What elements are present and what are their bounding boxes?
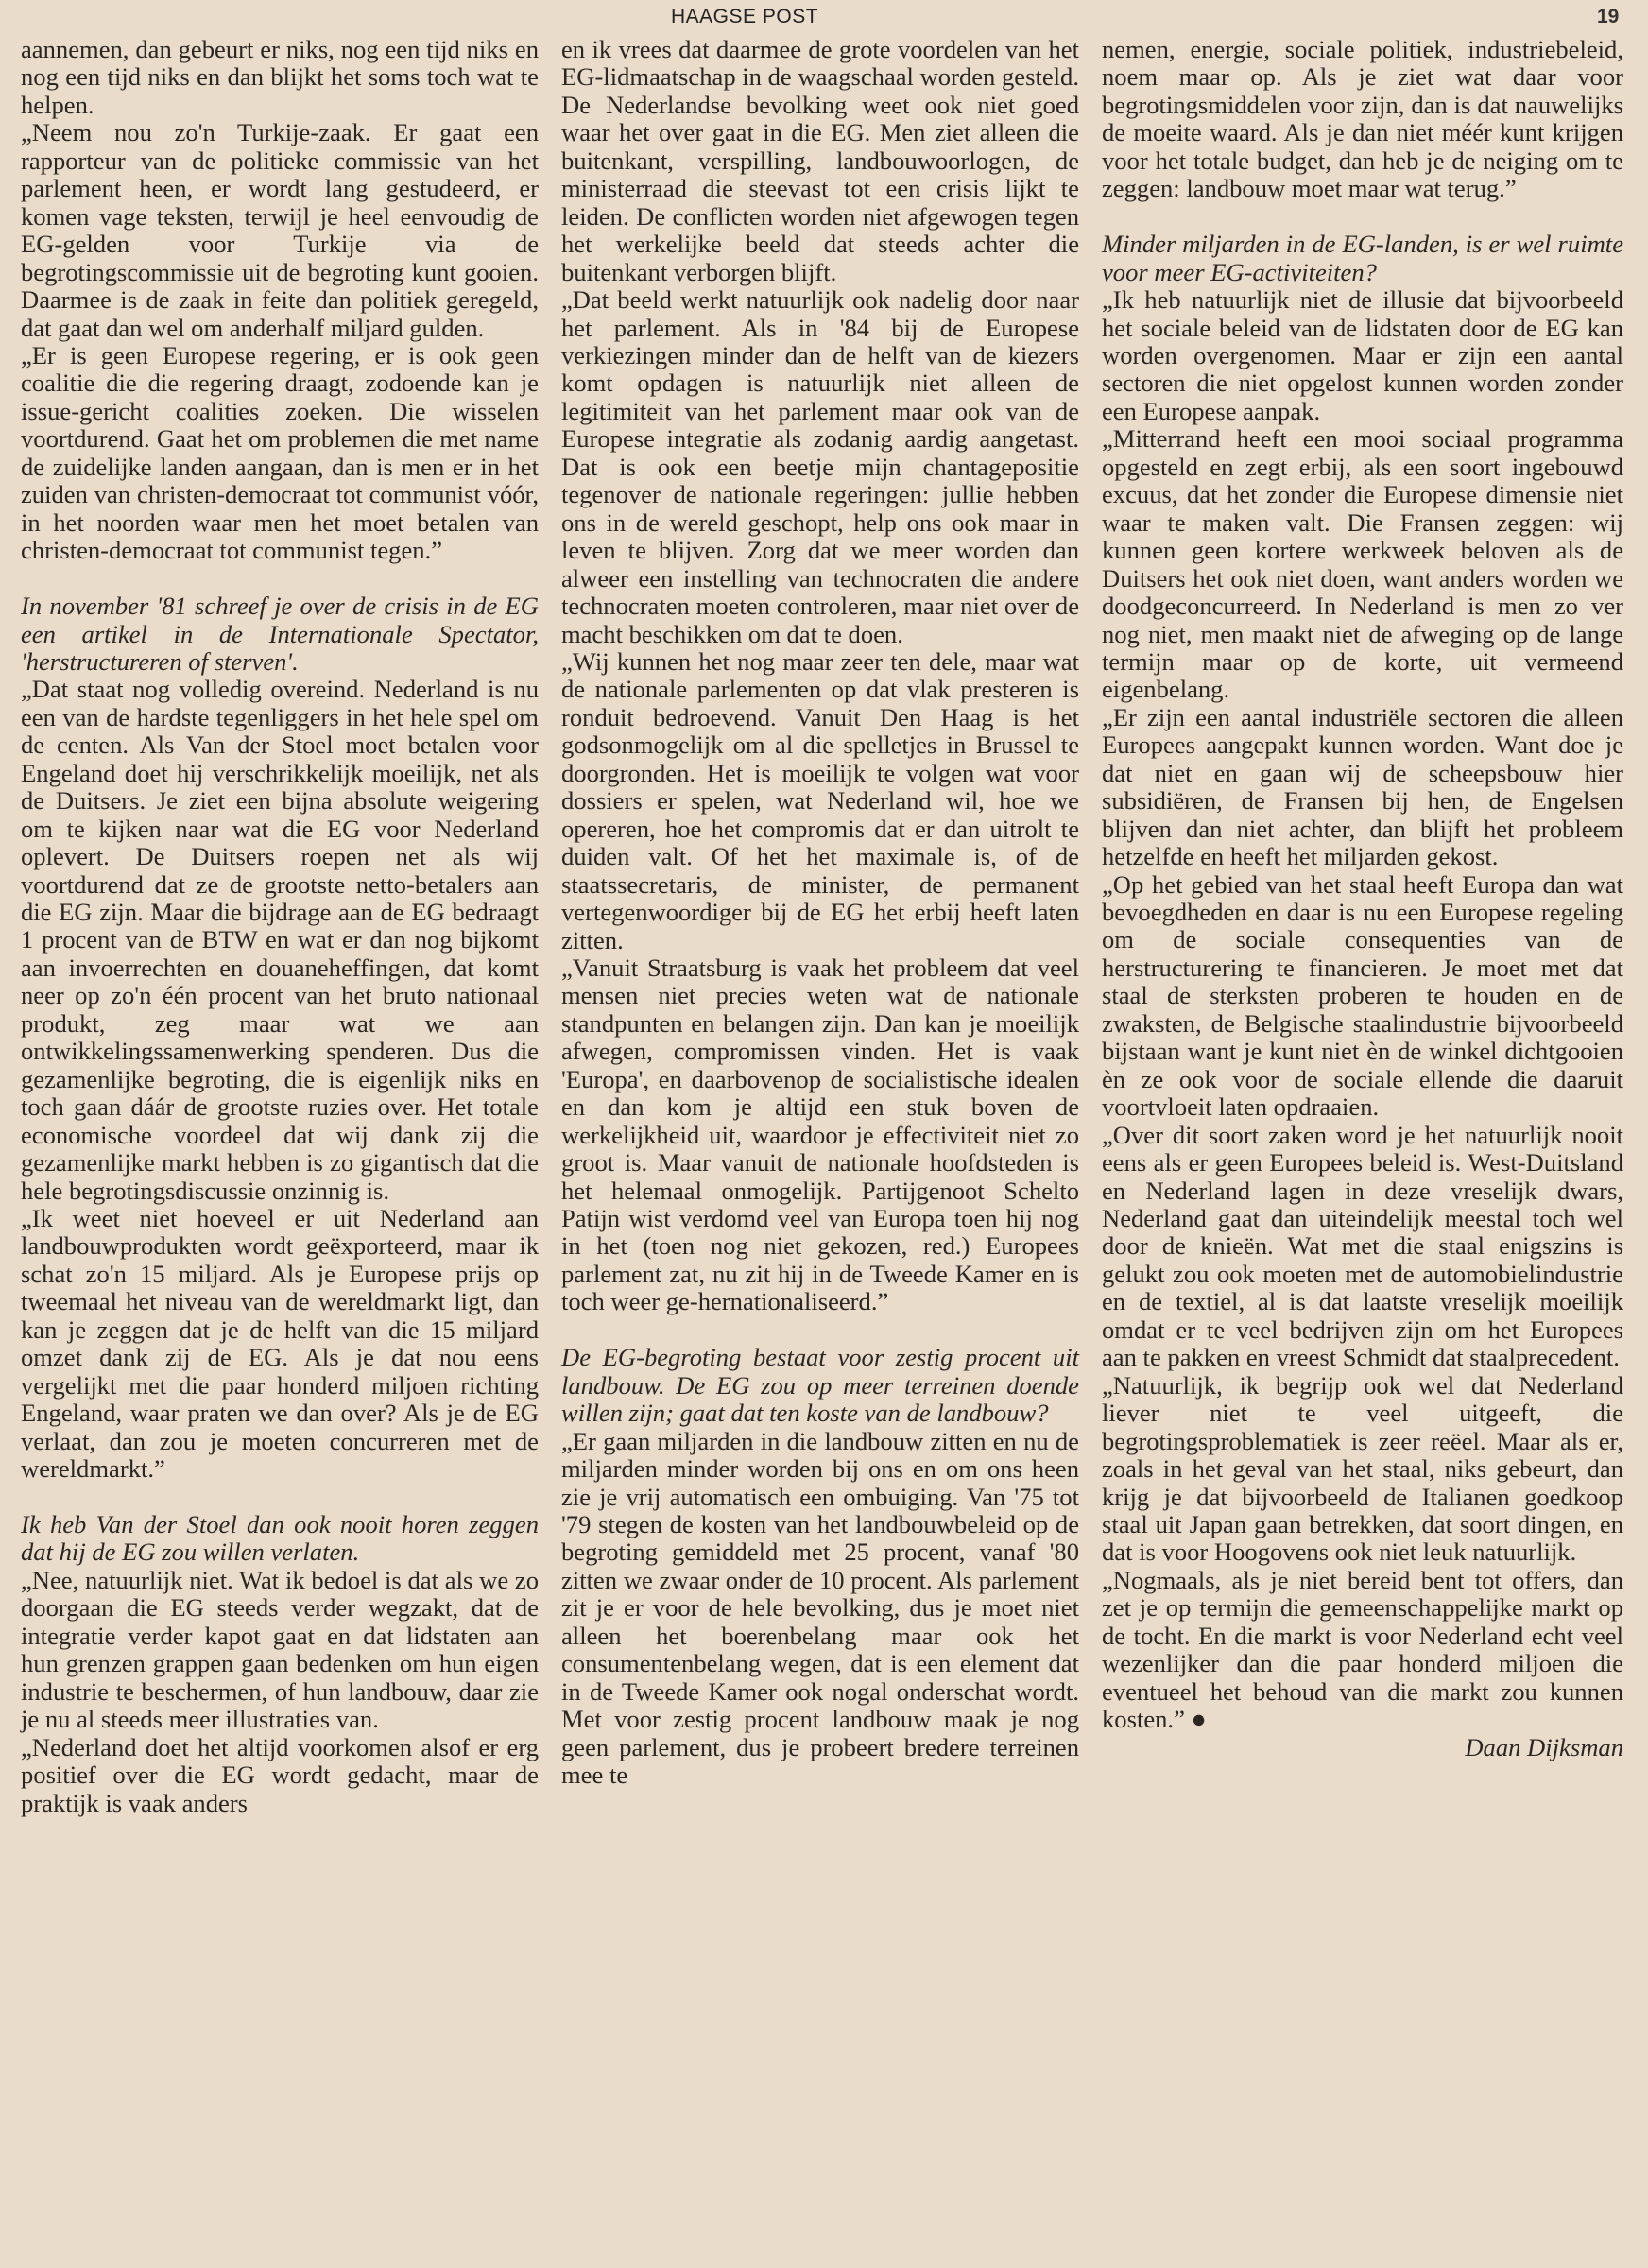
column-3 xyxy=(1102,36,1623,1761)
paragraph: „Dat staat nog volledig overeind. Nederland is nu een van de hardste tegenliggers in het hele spel om de centen. Als Van der Stoel moet betalen voor Engeland doet hij verschrikkelijk moeilijk, net als de Duitsers. Je ziet een bijna absolute weigering om te kijken naar wat die EG voor Nederland oplevert. De Duitsers roepen net als wij voortdurend dat ze de grootste netto-betalers aan die EG zijn. Maar die bijdrage aan de EG bedraagt 1 procent van de BTW en wat er dan nog bijkomt aan invoerrechten en douaneheffingen, dat komt neer op zo'n één procent van het bruto nationaal produkt, zeg maar wat we aan ontwikkelingssamenwerking spenderen. Dus die gezamenlijke begroting, die is eigenlijk niks en toch gaan dáár de grootste ruzies over. Het totale economische voordeel dat wij dank zij die gezamenlijke markt hebben is zo gigantisch dat die hele begrotingsdiscussie onzinnig is. xyxy=(21,675,539,1205)
magazine-name: HAAGSE POST xyxy=(671,6,819,27)
paragraph: en ik vrees dat daarmee de grote voordelen van het EG-lidmaatschap in de waagschaal worden gesteld. De Nederlandse bevolking weet ook niet goed waar het over gaat in die EG. Men ziet alleen die buitenkant, verspilling, landbouwoorlogen, de ministerraad die steevast tot een crisis lijkt te leiden. De conflicten worden niet afgewogen tegen het werkelijke beeld dat steeds achter die buitenkant verborgen blijft. xyxy=(561,35,1079,286)
paragraph: „Natuurlijk, ik begrijp ook wel dat Nederland liever niet te veel uitgeeft, die begrotingsproblematiek is zeer reëel. Maar als er, zoals in het geval van het staal, niks gebeurt, dan krijg je dat bijvoorbeeld de Italianen goedkoop staal uit Japan gaan betrekken, dat soort dingen, en dat is voor Hoogovens ook niet leuk natuurlijk. xyxy=(1102,1370,1623,1567)
interview-question: Minder miljarden in de EG-landen, is er wel ruimte voor meer EG-activiteiten? xyxy=(1102,230,1623,286)
paragraph: „Ik heb natuurlijk niet de illusie dat bijvoorbeeld het sociale beleid van de lidstaten door de EG kan worden overgenomen. Maar er zijn een aantal sectoren die niet opgelost kunnen worden zonder een Europese aanpak. xyxy=(1102,285,1623,425)
page-number: 19 xyxy=(1597,6,1620,27)
paragraph: „Op het gebied van het staal heeft Europa dan wat bevoegdheden en daar is nu een Europese regeling om de sociale consequenties van de herstructurering te financieren. Je moet met dat staal de sterksten proberen te houden en de zwaksten, de Belgische staalindustrie bijvoorbeeld bijstaan want je kunt niet èn de winkel dichtgooien èn ze ook voor de sociale ellende die daaruit voortvloeit laten opdraaien. xyxy=(1102,869,1623,1122)
paragraph: „Over dit soort zaken word je het natuurlijk nooit eens als er geen Europees beleid is. West-Duitsland en Nederland lagen in deze vreselijk dwars, Nederland gaat dan uiteindelijk meestal toch wel door de knieën. Wat met die staal enigszins is gelukt zou ook moeten met de automobielindustrie en de textiel, al is dat laatste vreselijk moeilijk omdat er te veel bedrijven zijn om het Europees aan te pakken en vreest Schmidt dat staalprecedent. xyxy=(1102,1120,1623,1372)
page-header xyxy=(0,6,1648,34)
paragraph: „Er zijn een aantal industriële sectoren die alleen Europees aangepakt kunnen worden. Want doe je dat niet en gaan wij de scheepsbouw hier subsidiëren, de Fransen bij hen, de Engelsen blijven dan niet achter, dan blijft het probleem hetzelfde en heeft het miljarden gekost. xyxy=(1102,702,1623,871)
paragraph: „Dat beeld werkt natuurlijk ook nadelig door naar het parlement. Als in '84 bij de Europese verkiezingen minder dan de helft van de kiezers komt opdagen is natuurlijk niet alleen de legitimiteit van het parlement maar ook van de Europese integratie als zodanig aardig aangetast. Dat is ook een beetje mijn chantagepositie tegenover de nationale regeringen: jullie hebben ons in de wereld geschopt, help ons ook maar in leven te blijven. Zorg dat we meer worden dan alweer een instelling van technocraten die andere technocraten moeten controleren, maar niet over de macht beschikken om dat te doen. xyxy=(561,285,1079,648)
interview-question: Ik heb Van der Stoel dan ook nooit horen zeggen dat hij de EG zou willen verlaten. xyxy=(21,1509,539,1567)
paragraph: nemen, energie, sociale politiek, industriebeleid, noem maar op. Als je ziet wat daar voor begrotingsmiddelen voor zijn, dan is dat nauwelijks de moeite waard. Als je dan niet méér kunt krijgen voor het totale budget, dan heb je de neiging om te zeggen: landbouw moet maar wat terug.” xyxy=(1102,35,1623,203)
author-signature: Daan Dijksman xyxy=(1465,1732,1623,1761)
paragraph: „Nee, natuurlijk niet. Wat ik bedoel is dat als we zo doorgaan die EG steeds verder wegzakt, dat de integratie verder kapot gaat en dat lidstaten aan hun grenzen grappen gaan bedenken om hun eigen industrie te beschermen, of hun landbouw, daar zie je nu al steeds meer illustraties van. xyxy=(21,1565,539,1734)
paragraph: „Er gaan miljarden in die landbouw zitten en nu de miljarden minder worden bij ons en om ons heen zie je vrij automatisch een ombuiging. Van '75 tot '79 stegen de kosten van het landbouwbeleid op de begroting gemiddeld met 25 procent, vanaf '80 zitten we zwaar onder de 10 procent. Als parlement zit je er voor de hele bevolking, dus je moet niet alleen het boerenbelang maar ook het consumentenbelang wegen, dat is een element dat in de Tweede Kamer ook nogal onderschat wordt. Met voor zestig procent landbouw maak je nog geen parlement, dus je probeert bredere terreinen mee te xyxy=(561,1426,1079,1790)
paragraph: aannemen, dan gebeurt er niks, nog een tijd niks en nog een tijd niks en dan blijkt het soms toch wat te helpen. xyxy=(21,35,539,119)
paragraph: „Ik weet niet hoeveel er uit Nederland aan landbouwprodukten wordt geëxporteerd, maar ik schat zo'n 15 miljard. Als je Europese prijs op tweemaal het niveau van de wereldmarkt ligt, dan kan je zeggen dat je de helft van die 15 miljard omzet dank zij de EG. Als je dat nou eens vergelijkt met die paar honderd miljoen richting Engeland, waar praten we dan over? Als je de EG verlaat, dan zou je moeten concurreren met de wereldmarkt.” xyxy=(21,1204,539,1484)
paragraph: „Mitterrand heeft een mooi sociaal programma opgesteld en zegt erbij, als een soort ingebouwd excuus, dat het zonder die Europese dimensie niet waar te maken valt. Die Fransen zeggen: wij kunnen geen kortere werkweek beloven als de Duitsers het ook niet doen, want anders worden we doodgeconcurreerd. In Nederland is men zo ver nog niet, men maakt niet de afweging op de lange termijn maar op de korte, uit vermeend eigenbelang. xyxy=(1102,424,1623,704)
paragraph: „Nederland doet het altijd voorkomen alsof er erg positief over die EG wordt gedacht, maar de praktijk is vaak anders xyxy=(21,1732,539,1817)
paragraph: „Wij kunnen het nog maar zeer ten dele, maar wat de nationale parlementen op dat vlak presteren is ronduit bedroevend. Vanuit Den Haag is het godsonmogelijk om al die spelletjes in Brussel te doorgronden. Het is moeilijk te volgen wat voor dossiers er spelen, wat Nederland wil, hoe we opereren, hoe het compromis dat er dan uitrolt te duiden valt. Of het het maximale is, of de staatssecretaris, de minister, de permanent vertegenwoordiger bij de EG het erbij heeft laten zitten. xyxy=(561,646,1079,954)
paragraph: „Nogmaals, als je niet bereid bent tot offers, dan zet je op termijn die gemeenschappelijke markt op de tocht. En die markt is voor Nederland echt veel wezenlijker dan die paar honderd miljoen die eventueel het behoud van die markt zou kunnen kosten.” ● xyxy=(1102,1565,1623,1734)
interview-question: In november '81 schreef je over de crisis in de EG een artikel in de Internationale Spectator, 'herstructureren of sterven'. xyxy=(21,592,539,676)
interview-question: De EG-begroting bestaat voor zestig procent uit landbouw. De EG zou op meer terreinen doende willen zijn; gaat dat ten koste van de landbouw? xyxy=(561,1343,1079,1428)
column-2 xyxy=(561,36,1079,1790)
paragraph: „Er is geen Europese regering, er is ook geen coalitie die die regering draagt, zodoende kan je issue-gericht coalities zoeken. Die wisselen voortdurend. Gaat het om problemen die met name de zuidelijke landen aangaan, dan is men er in het zuiden van christen-democraat tot communist vóór, in het noorden waar men het moet betalen van christen-democraat tot communist tegen.” xyxy=(21,340,539,565)
column-1 xyxy=(21,36,539,1817)
paragraph: „Vanuit Straatsburg is vaak het probleem dat veel mensen niet precies weten wat de nationale standpunten en belangen zijn. Dan kan je moeilijk afwegen, compromissen vinden. Het is vaak 'Europa', en daarbovenop de socialistische idealen en dan kom je altijd een stuk boven de werkelijkheid uit, waardoor je effectiviteit niet zo groot is. Maar vanuit de nationale hoofdsteden is het helemaal onmogelijk. Partijgenoot Schelto Patijn wist verdomd veel van Europa toen hij nog in het (toen nog niet gekozen, red.) Europees parlement zat, nu zit hij in de Tweede Kamer en is toch weer ge-hernationaliseerd.” xyxy=(561,953,1079,1316)
paragraph: „Neem nou zo'n Turkije-zaak. Er gaat een rapporteur van de politieke commissie van het parlement heen, er wordt lang gestudeerd, er komen vage teksten, terwijl je heel eenvoudig de EG-gelden voor Turkije via de begrotingscommissie uit de begroting kunt gooien. Daarmee is de zaak in feite dan politiek geregeld, dat gaat dan wel om anderhalf miljard gulden. xyxy=(21,118,539,342)
